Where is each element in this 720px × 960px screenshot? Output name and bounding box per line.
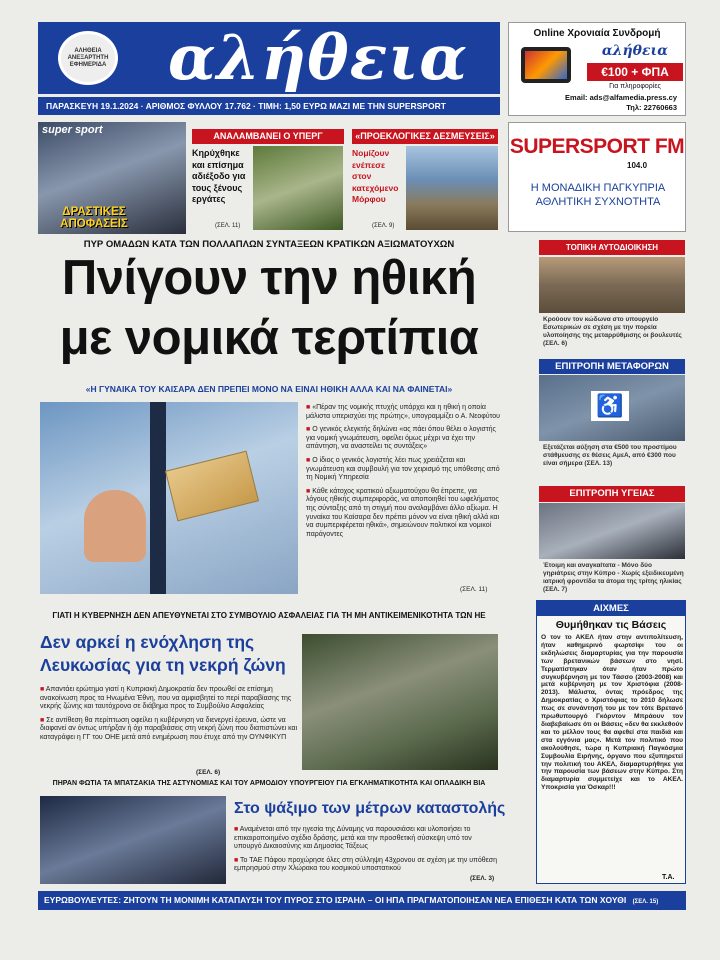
workers-photo — [253, 146, 343, 230]
tie-shape — [150, 402, 166, 594]
ticker-ref: (ΣΕΛ. 15) — [632, 899, 659, 905]
deadzone-bullet: ■ Σε αντίθεση θα περίπτωση οφείλει η κυβέρνηση να διενεργεί έρευνα, ώστε να διαφανεί αν όντως υπήρξαν ή όχι παραβιάσεις στη νεκρή ζώνη που διαπιστώνει και καταγράφει η ΓΓ του ΟΗΕ μετά από ενημέρωση που έτυχε από την ΟΥΝΦΙΚΥΠ — [40, 717, 298, 743]
opinion-tag: ΑΙΧΜΕΣ — [537, 601, 685, 616]
police-bullets — [234, 826, 500, 879]
tablet-icon — [521, 47, 571, 83]
lead-bullet: ■ Ο ίδιος ο γενικός λογιστής λέει πως χρειάζεται και γνωμάτευση και συμβουλή για τον χειρισμό της υπόθεσης από τη Νομική Υπηρεσία — [306, 457, 500, 483]
lead-bullet: ■ «Πέραν της νομικής πτυχής υπάρχει και η ηθική η οποία μάλιστα υπερισχύει της πρώτης», υπογραμμίζει ο Α. Νεοφύτου — [306, 404, 500, 421]
sidebar-ref-health: (ΣΕΛ. 7) — [543, 586, 568, 593]
subscription-phone: Τηλ: 22760663 — [626, 103, 677, 112]
promo-overlay: ΔΡΑΣΤΙΚΕΣ ΑΠΟΦΑΣΕΙΣ — [60, 206, 128, 230]
sidebar-ref-transport: (ΣΕΛ. 13) — [584, 460, 613, 467]
hand-shape — [84, 490, 146, 562]
story-tag-morfou: «ΠΡΟΕΚΛΟΓΙΚΕΣ ΔΕΣΜΕΥΣΕΙΣ» — [352, 129, 498, 144]
radio-tagline: Η ΜΟΝΑΔΙΚΗ ΠΑΓΚΥΠΡΙΑ ΑΘΛΗΤΙΚΗ ΣΥΧΝΟΤΗΤΑ — [530, 182, 666, 208]
newspaper-title: αλήθεια — [167, 21, 469, 94]
story-tag-workers: ΑΝΑΛΑΜΒΑΝΕΙ Ο ΥΠΕΡΓ — [192, 129, 344, 144]
police-photo — [40, 796, 226, 884]
police-bullet: ■ Αναμένεται από την ηγεσία της Δύναμης να παρουσιάσει και υλοποιήσει το επικαιροποιημένο σχέδιο δράσης, μετά και την προσθετική σύσκεψη υπό τον υπουργό Δικαιοσύνης και Δημοσίας Τάξεως — [234, 826, 500, 852]
sidebar-tag-health: ΕΠΙΤΡΟΠΗ ΥΓΕΙΑΣ — [539, 486, 685, 502]
lead-photo-money — [40, 402, 298, 594]
supersport-logo: super sport — [42, 124, 103, 136]
subscription-ad[interactable] — [508, 22, 686, 116]
deadzone-headline-1[interactable]: Δεν αρκεί η ενόχληση της — [40, 632, 255, 652]
police-bullet: ■ Το ΤΑΕ Πάφου προχώρησε όλες στη σύλληψη 43χρονου σε σχέση με την υπόθεση εμπρησμού στην Χλώρακα του κοσμικού υποστατικού — [234, 857, 500, 874]
opinion-body: Ο τον το ΑΚΕΛ ήταν στην αντιπολίτευση, ήταν καθημερινό φωρτσίφι του οι εκδηλώσεις διαμαρτυρίας για την παρουσία των βρετανικών βάσεων στο νησί. Τερματίστηκαν όταν ήταν πρώτο συγκυβέρνηση με τον Τάσσο (2003-2008) και μετά κυβέρνηση με τον Χριστόφια (2008-2013). Μάλιστα, όντας πρόεδρος της Δημοκρατίας ο Χριστόφιας το 2010 δήλωσε πως σε συνάντησή του με τον τότε Βρετανό πρωθυπουργό Γκόρντον Μπράουν τον διαβεβαίωσε ότι οι Βάσεις «δεν θα εκκλεθούν και το μέλλον τους θα αφεθεί στα παιδιά και στα εγγόνια μας». Μετά τον πολιτικό που ακολούθησε, τώρα η Κυπριακή Παγκόσμια Συμβουλία Ειρήνης, όργανο που εξυπηρετεί την πολιτική του ΑΚΕΛ, διαμαρτυρήθηκε για την παρουσία των βάσεων στην Κύπρο. Στη διαμαρτυρία συμμετείχε και το ΑΚΕΛ. Υποκρισία για Όσκαρ!!! — [541, 634, 683, 792]
sidebar-text-health-body: Έτοιμη και αναγκαίτατα - Μόνο δύο γηριάτρεις στην Κύπρο - Χωρίς εξειδικευμένη ιατρική φροντίδα τα άτομα της τρίτης ηλικίας — [543, 562, 684, 585]
sidebar-tag-transport: ΕΠΙΤΡΟΠΗ ΜΕΤΑΦΟΡΩΝ — [539, 359, 685, 374]
seal-text: ΑΛΗΘΕΙΑ ΑΝΕΞΑΡΤΗΤΗ ΕΦΗΜΕΡΙΔΑ — [67, 47, 109, 68]
supersport-promo[interactable] — [38, 122, 186, 234]
lead-bullet: ■ Ο γενικός ελεγκτής δηλώνει «ας πάει όπου θέλει ο λογιστής για νομική γνωμάτευση, οφείλει όμως μέχρι να έχει την απάντηση, να αναστείλει τις συντάξεις» — [306, 426, 500, 452]
subscription-title: Online Χρονιαία Συνδρομή — [533, 28, 661, 39]
lead-kicker: ΠΥΡ ΟΜΑΔΩΝ ΚΑΤΑ ΤΩΝ ΠΟΛΛΑΠΛΩΝ ΣΥΝΤΑΞΕΩΝ ΚΡΑΤΙΚΩΝ ΑΞΙΩΜΑΤΟΥΧΩΝ — [83, 239, 455, 250]
sidebar-photo-health — [539, 503, 685, 559]
sidebar-text-local[interactable] — [543, 316, 685, 348]
deadzone-bullet: ■ Απαντάει ερώτημα γιατί η Κυπριακή Δημοκρατία δεν προωθεί σε επίσημη ανακοίνωση προς τα Ηνωμένα Έθνη, που να αμφισβητεί το περί παραβίασης της νεκρής ζώνης και ταυτόχρονα σε διάβημα προς το Συμβούλιο Ασφαλείας — [40, 686, 298, 712]
lead-headline-1[interactable]: Πνίγουν την ηθική — [61, 251, 477, 305]
story-text-morfou[interactable]: Νομίζουν ενέπεσε στον κατεχόμενο Μόρφου — [352, 148, 399, 204]
story-text-workers[interactable]: Κηρύχθηκε και επίσημα αδιέξοδο για τους ξένους εργάτες — [192, 148, 246, 204]
lead-headline-2[interactable]: με νομικά τερτίπια — [59, 311, 479, 365]
deadzone-headline-2[interactable]: Λευκωσίας για τη νεκρή ζώνη — [40, 655, 286, 675]
police-headline[interactable]: Στο ψάξιμο των μέτρων καταστολής — [234, 800, 506, 817]
lead-bullets — [306, 404, 500, 544]
police-kicker: ΠΗΡΑΝ ΦΩΤΙΑ ΤΑ ΜΠΑΤΖΑΚΙΑ ΤΗΣ ΑΣΤΥΝΟΜΙΑΣ ΚΑΙ ΤΟΥ ΑΡΜΟΔΙΟΥ ΥΠΟΥΡΓΕΙΟΥ ΓΙΑ ΕΓΚΛΗΜΑΤΙΚΟΤΗΤΑ ΚΑΙ ΟΠΛΑΔΙΚΗ ΒΙΑ — [52, 780, 486, 787]
lead-bullet: ■ Κάθε κάτοχος κρατικού αξιωματούχου θα έπρεπε, για λόγους ηθικής συμπεριφοράς, να αποποιηθεί του ωφελήματος της σύνταξης από τη στιγμή που αναλαμβάνει άλλο αξίωμα. Η γυναίκα του Καίσαρα δεν πρέπει μόνον να είναι ηθική αλλά και να συμπεριφέρεται ηθικά», σημειώνουν πολιτικοί και νομικοί παράγοντες — [306, 488, 500, 540]
sidebar-text-transport[interactable] — [543, 444, 685, 468]
radio-ad[interactable] — [508, 122, 686, 232]
deadzone-photo — [302, 634, 498, 770]
dateline: ΠΑΡΑΣΚΕΥΗ 19.1.2024 · ΑΡΙΘΜΟΣ ΦΥΛΛΟΥ 17.762 · ΤΙΜΗ: 1,50 ΕΥΡΩ ΜΑΖΙ ΜΕ ΤΗΝ SUPERSPORT — [38, 97, 500, 115]
deadzone-bullets — [40, 686, 298, 748]
radio-name: SUPERSPORT FM — [509, 135, 685, 158]
wheelchair-icon: ♿ — [591, 391, 629, 421]
ticker-text: ΕΥΡΩΒΟΥΛΕΥΤΕΣ: ΖΗΤΟΥΝ ΤΗ ΜΟΝΙΜΗ ΚΑΤΑΠΑΥΣΗ ΤΟΥ ΠΥΡΟΣ ΣΤΟ ΙΣΡΑΗΛ – ΟΙ ΗΠΑ ΠΡΑΓΜΑΤΟΠΟΙΗΣΑΝ ΝΕΑ ΕΠΙΘΕΣΗ ΚΑΤΑ ΤΩΝ ΧΟΥΘΙ — [44, 895, 627, 905]
banknotes-shape — [165, 451, 259, 522]
radio-freq: 104.0 — [627, 161, 648, 170]
opinion-title[interactable]: Θυμήθηκαν τις Βάσεις — [555, 619, 667, 631]
story-ref-morfou: (ΣΕΛ. 9) — [372, 223, 395, 229]
sidebar-ref-local: (ΣΕΛ. 6) — [543, 340, 568, 347]
news-ticker[interactable] — [38, 891, 686, 910]
sidebar-photo-local — [539, 257, 685, 313]
sidebar-text-health[interactable] — [543, 562, 685, 594]
subscription-brand: αλήθεια — [601, 43, 669, 59]
deadzone-ref: (ΣΕΛ. 6) — [196, 769, 221, 776]
morfou-photo — [406, 146, 498, 230]
lead-quote: «Η ΓΥΝΑΙΚΑ ΤΟΥ ΚΑΙΣΑΡΑ ΔΕΝ ΠΡΕΠΕΙ ΜΟΝΟ ΝΑ ΕΙΝΑΙ ΗΘΙΚΗ ΑΛΛΑ ΚΑΙ ΝΑ ΦΑΙΝΕΤΑΙ» — [85, 384, 453, 394]
sidebar-text-transport-body: Εξετάζεται αύξηση στα €500 του προστίμου στάθμευσης σε θέσεις ΑμεΑ, από €300 που είναι σήμερα — [543, 444, 677, 467]
sidebar-photo-transport — [539, 375, 685, 441]
sidebar-text-local-body: Κρούουν τον κώδωνα στο υπουργείο Εσωτερικών σε σχέση με την πορεία υλοποίησης της μεταρρύθμισης οι βουλευτές — [543, 316, 682, 339]
newspaper-seal — [58, 31, 118, 85]
subscription-price: €100 + ΦΠΑ — [587, 63, 683, 81]
subscription-email[interactable]: Email: ads@alfamedia.press.cy — [565, 93, 677, 102]
masthead — [38, 22, 500, 94]
story-ref-workers: (ΣΕΛ. 11) — [215, 223, 241, 229]
police-ref: (ΣΕΛ. 3) — [470, 875, 495, 882]
subscription-info: Για πληροφορίες — [609, 83, 661, 90]
sidebar-tag-local: ΤΟΠΙΚΗ ΑΥΤΟΔΙΟΙΚΗΣΗ — [539, 240, 685, 255]
deadzone-kicker: ΓΙΑΤΙ Η ΚΥΒΕΡΝΗΣΗ ΔΕΝ ΑΠΕΥΘΥΝΕΤΑΙ ΣΤΟ ΣΥΜΒΟΥΛΙΟ ΑΣΦΑΛΕΙΑΣ ΓΙΑ ΤΗ ΜΗ ΑΝΤΙΚΕΙΜΕΝΙΚΟΤΗΤΑ ΤΩΝ ΗΕ — [52, 611, 486, 620]
lead-ref: (ΣΕΛ. 11) — [460, 586, 488, 593]
opinion-signature: Τ.Α. — [662, 874, 675, 881]
